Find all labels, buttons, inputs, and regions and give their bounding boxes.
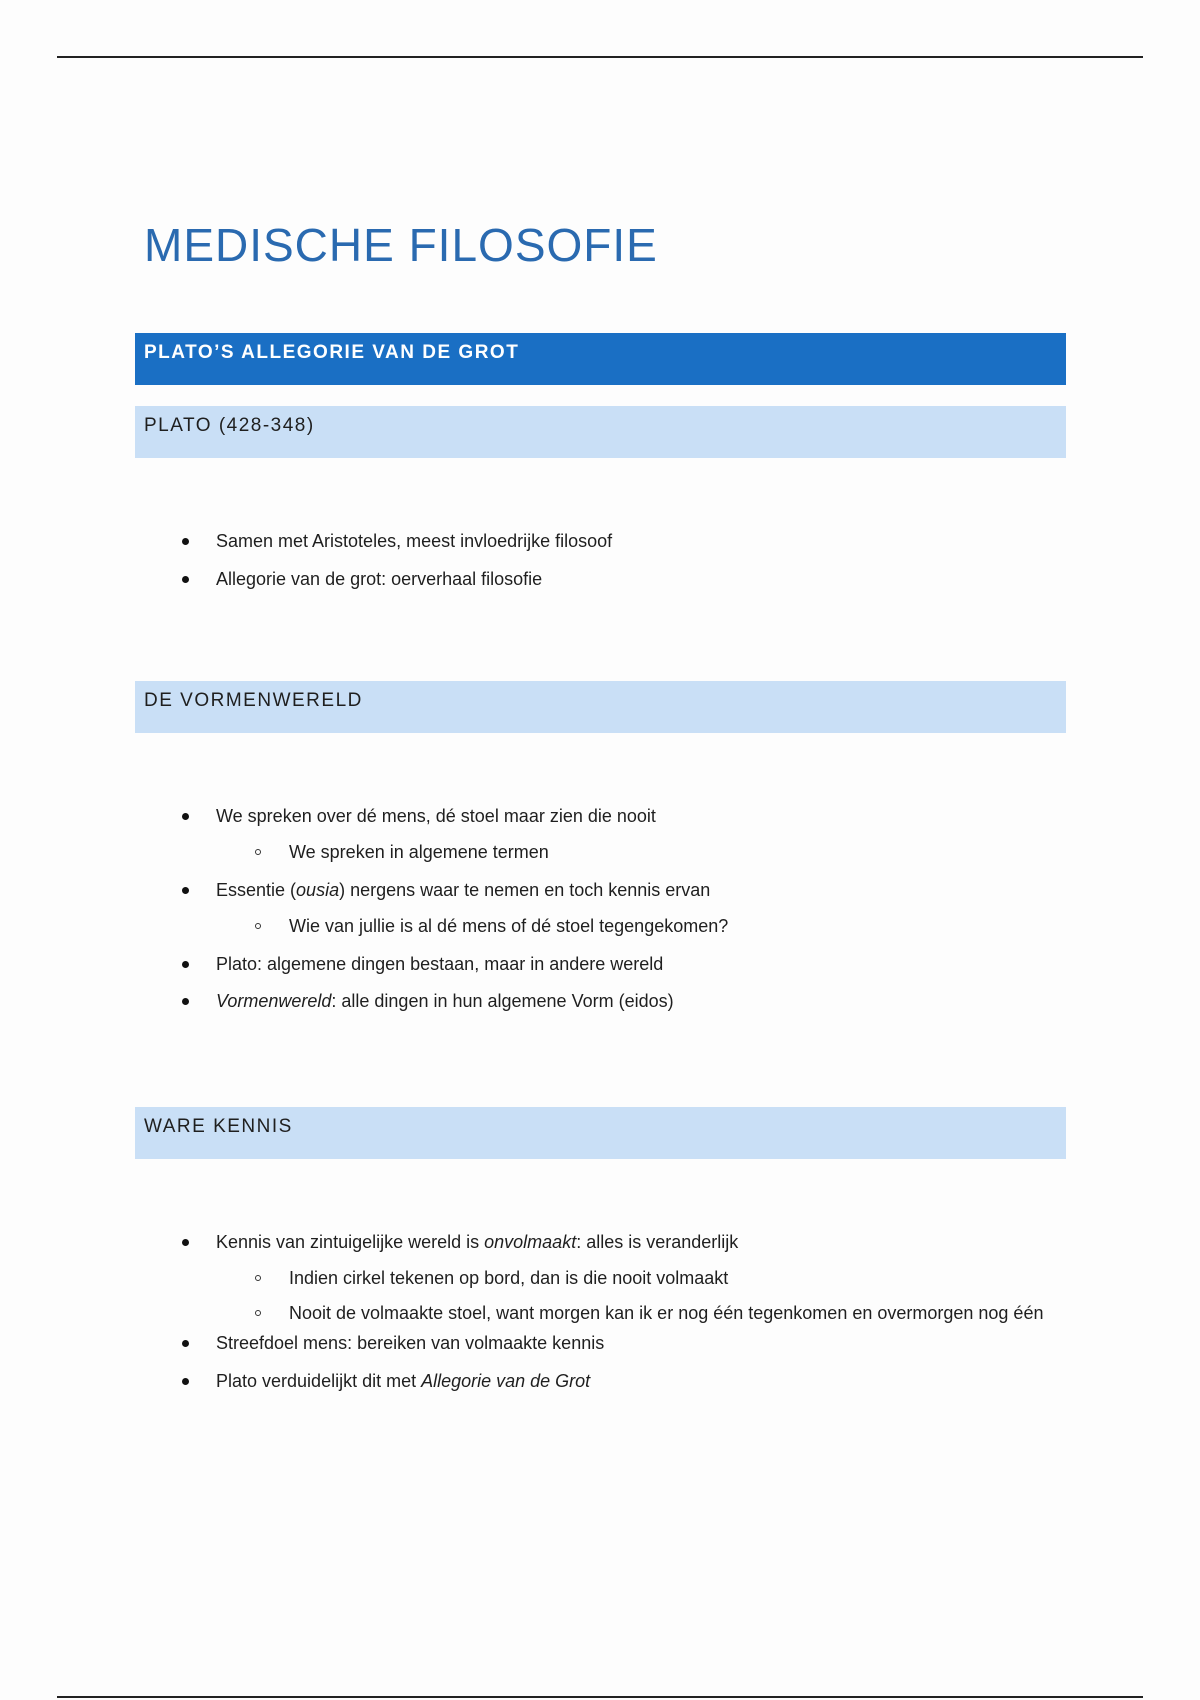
section-heading-vormenwereld: DE VORMENWERELD	[135, 681, 1066, 733]
item-emphasis: Vormenwereld	[216, 991, 332, 1011]
plato-bullet-list	[0, 531, 1200, 589]
section-heading-plato: PLATO (428-348)	[135, 406, 1066, 458]
sub-list-item: Indien cirkel tekenen op bord, dan is die nooit volmaakt	[0, 1268, 1200, 1288]
sub-list-item: Nooit de volmaakte stoel, want morgen kan ik er nog één tegenkomen en overmorgen nog één	[0, 1295, 1200, 1331]
list-item: Samen met Aristoteles, meest invloedrijke filosoof	[0, 531, 1200, 551]
item-text: Essentie (	[216, 880, 297, 900]
list-item	[0, 880, 1200, 900]
item-emphasis: ousia	[296, 880, 340, 900]
item-text: : alles is veranderlijk	[576, 1232, 739, 1252]
list-item: We spreken over dé mens, dé stoel maar zien die nooit	[0, 806, 1200, 826]
item-text: Kennis van zintuigelijke wereld is	[216, 1232, 485, 1252]
list-item	[0, 1371, 1200, 1391]
list-item: Streefdoel mens: bereiken van volmaakte kennis	[0, 1333, 1200, 1353]
item-emphasis: onvolmaakt	[484, 1232, 577, 1252]
header-rule	[57, 56, 1143, 58]
footer-rule	[57, 1696, 1143, 1698]
section-heading-ware-kennis: WARE KENNIS	[135, 1107, 1066, 1159]
sub-list-item: Wie van jullie is al dé mens of dé stoel tegengekomen?	[0, 916, 1200, 936]
item-text: : alle dingen in hun algemene Vorm (eidos)	[331, 991, 674, 1011]
section-heading-allegorie: PLATO’S ALLEGORIE VAN DE GROT	[135, 333, 1066, 385]
list-item: Allegorie van de grot: oerverhaal filosofie	[0, 569, 1200, 589]
sub-list-item: We spreken in algemene termen	[0, 842, 1200, 862]
item-emphasis: Allegorie van de Grot	[421, 1371, 591, 1391]
list-item: Plato: algemene dingen bestaan, maar in andere wereld	[0, 954, 1200, 974]
item-text: ) nergens waar te nemen en toch kennis ervan	[339, 880, 711, 900]
ware-kennis-bullet-list	[0, 1232, 1200, 1391]
item-text: Plato verduidelijkt dit met	[216, 1371, 422, 1391]
list-item	[0, 991, 1200, 1011]
vormenwereld-bullet-list	[0, 806, 1200, 1011]
document-title: MEDISCHE FILOSOFIE	[144, 219, 658, 271]
list-item	[0, 1232, 1200, 1252]
